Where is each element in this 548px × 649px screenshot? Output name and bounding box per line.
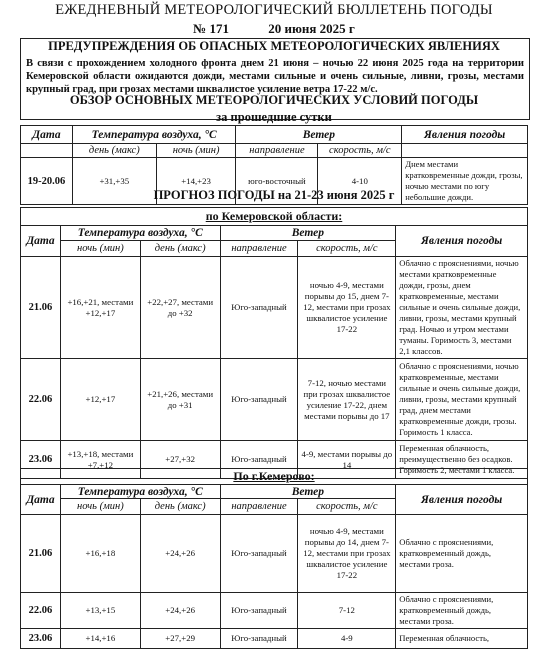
region-night: +12,+17	[60, 359, 140, 441]
city-speed: 7-12	[298, 593, 396, 629]
warning-text: В связи с прохождением холодного фронта днем 21 июня – ночью 22 июня 2025 года на территории Кемеровской области ожидаются дожди, местами сильные и очень сильные, ливни, грозы, местами крупный град, при грозах местами шквалистое усиление ветра 17-22 м/с.	[26, 58, 524, 95]
region-day: +21,+26, местами до +31	[140, 359, 220, 441]
region-table	[20, 207, 528, 479]
region-speed: ночью 4-9, местами порывы до 15, днем 7-12, местами при грозах шквалистое усиление 17-22	[298, 257, 396, 359]
region-night: +16,+21, местами +12,+17	[60, 257, 140, 359]
region-speed: 4-9, местами порывы до 14	[298, 441, 396, 479]
region-phen: Переменная облачность, преимущественно без осадков. Горимость 2, местами 1 класса.	[396, 441, 528, 479]
city-phen: Облачно с прояснениями, кратковременный дождь, местами гроза.	[396, 593, 528, 629]
review-title: ОБЗОР ОСНОВНЫХ МЕТЕОРОЛОГИЧЕСКИХ УСЛОВИЙ ПОГОДЫ	[69, 93, 479, 107]
city-h-speed: скорость, м/с	[298, 499, 396, 515]
review-phen: Днем местами кратковременные дожди, грозы, ночью местами по югу небольшие дожди.	[402, 158, 528, 205]
region-day: +22,+27, местами до +32	[140, 257, 220, 359]
review-subtitle: за прошедшие сутки	[216, 110, 332, 124]
city-phen: Переменная облачность,	[396, 629, 528, 649]
warning-title: ПРЕДУПРЕЖДЕНИЯ ОБ ОПАСНЫХ МЕТЕОРОЛОГИЧЕСКИХ ЯВЛЕНИЯХ	[48, 39, 500, 53]
city-date: 23.06	[21, 629, 61, 649]
region-dir: Юго-западный	[220, 257, 298, 359]
review-h-night: ночь (мин)	[156, 144, 236, 158]
city-h-date: Дата	[21, 485, 61, 515]
table-row	[21, 629, 528, 649]
region-speed: 7-12, ночью местами при грозах шквалистое усиление 17-22, днем местами порывы до 17	[298, 359, 396, 441]
review-night: +14,+23	[156, 158, 236, 205]
city-dir: Юго-западный	[220, 515, 298, 593]
city-h-dir: направление	[220, 499, 298, 515]
bulletin-number-date	[0, 21, 548, 37]
region-h-night: ночь (мин)	[60, 241, 140, 257]
city-h-night: ночь (мин)	[60, 499, 140, 515]
city-phen: Облачно с прояснениями, кратковременный дождь, местами гроза.	[396, 515, 528, 593]
review-h-phen: Явления погоды	[402, 126, 528, 144]
bulletin-title: ЕЖЕДНЕВНЫЙ МЕТЕОРОЛОГИЧЕСКИЙ БЮЛЛЕТЕНЬ ПОГОДЫ	[55, 2, 493, 18]
city-h-day: день (макс)	[140, 499, 220, 515]
table-row	[21, 359, 528, 441]
city-h-temp: Температура воздуха, °С	[60, 485, 220, 499]
region-night: +13,+18, местами +7,+12	[60, 441, 140, 479]
region-h-phen: Явления погоды	[396, 226, 528, 257]
region-date: 22.06	[21, 359, 61, 441]
city-night: +16,+18	[60, 515, 140, 593]
city-day: +27,+29	[140, 629, 220, 649]
region-phen: Облачно с прояснениями, ночью местами кратковременные дожди, грозы, днем кратковременные, местами сильные и очень сильные дожди, ливни, грозы, местами крупный град. Ночью и утром местами туманы. Горимость 3, местами 2,1 классов.	[396, 257, 528, 359]
region-h-dir: направление	[220, 241, 298, 257]
city-date: 21.06	[21, 515, 61, 593]
region-h-date: Дата	[21, 226, 61, 257]
table-row	[21, 515, 528, 593]
city-night: +14,+16	[60, 629, 140, 649]
review-h-speed: скорость, м/с	[318, 144, 402, 158]
city-h-wind: Ветер	[220, 485, 396, 499]
bulletin-number: № 171	[193, 21, 229, 36]
review-day: +31,+35	[72, 158, 156, 205]
region-dir: Юго-западный	[220, 441, 298, 479]
region-title: по Кемеровской области:	[21, 208, 528, 226]
city-day: +24,+26	[140, 515, 220, 593]
city-dir: Юго-западный	[220, 629, 298, 649]
city-dir: Юго-западный	[220, 593, 298, 629]
bulletin-date: 20 июня 2025 г	[268, 21, 355, 36]
review-speed: 4-10	[318, 158, 402, 205]
forecast-title: ПРОГНОЗ ПОГОДЫ на 21-23 июня 2025 г	[153, 188, 395, 202]
region-date: 21.06	[21, 257, 61, 359]
region-dir: Юго-западный	[220, 359, 298, 441]
review-h-dir: направление	[236, 144, 318, 158]
city-h-phen: Явления погоды	[396, 485, 528, 515]
region-h-wind: Ветер	[220, 226, 396, 241]
city-title: По г.Кемерово:	[21, 469, 528, 485]
review-h-wind: Ветер	[236, 126, 402, 144]
region-date: 23.06	[21, 441, 61, 479]
region-h-speed: скорость, м/с	[298, 241, 396, 257]
city-date: 22.06	[21, 593, 61, 629]
review-h-temp: Температура воздуха, °С	[72, 126, 236, 144]
region-h-day: день (макс)	[140, 241, 220, 257]
region-day: +27,+32	[140, 441, 220, 479]
review-dir: юго-восточный	[236, 158, 318, 205]
city-day: +24,+26	[140, 593, 220, 629]
city-night: +13,+15	[60, 593, 140, 629]
region-h-temp: Температура воздуха, °С	[60, 226, 220, 241]
city-speed: 4-9	[298, 629, 396, 649]
city-table	[20, 468, 528, 649]
city-speed: ночью 4-9, местами порывы до 14, днем 7-12, местами при грозах шквалистое усиление 17-22	[298, 515, 396, 593]
review-date: 19-20.06	[21, 158, 73, 205]
table-row	[21, 593, 528, 629]
table-row	[21, 257, 528, 359]
review-h-date: Дата	[21, 126, 73, 144]
review-h-day: день (макс)	[72, 144, 156, 158]
region-phen: Облачно с прояснениями, ночью кратковременные, местами сильные и очень сильные дожди, ливни, грозы, местами крупный град, днем местами кратковременные дожди, грозы. Горимость 1 класса.	[396, 359, 528, 441]
